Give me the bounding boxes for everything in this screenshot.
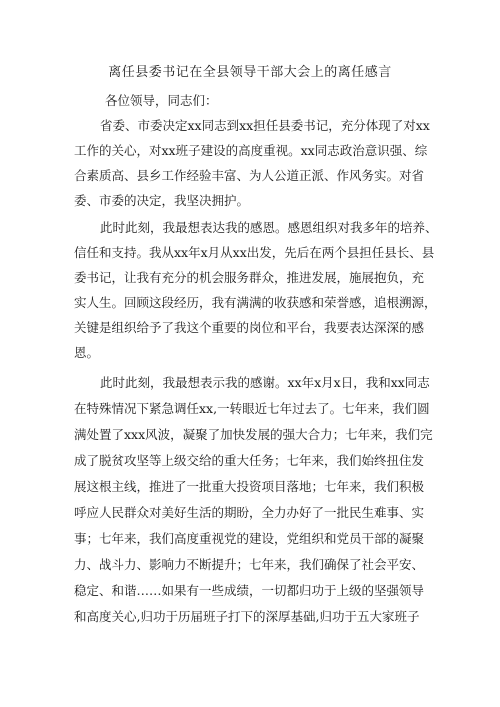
paragraph-1-line-4: 委、市委的决定，我坚决拥护。 bbox=[74, 193, 250, 208]
paragraph-2-line-6: 恩。 bbox=[74, 345, 100, 360]
paragraph-3-line-2: 在特殊情况下紧急调任xx,一转眼近七年过去了。七年来，我们圆 bbox=[74, 401, 430, 416]
paragraph-3-line-6: 呼应人民群众对美好生活的期盼，全力办好了一批民生难事、实 bbox=[74, 505, 425, 520]
paragraph-3-line-7: 事；七年来，我们高度重视党的建设，党组织和党员干部的凝聚 bbox=[74, 531, 425, 546]
paragraph-2-line-4: 实人生。回顾这段经历，我有满满的收获感和荣誉感，追根溯源， bbox=[74, 295, 437, 310]
paragraph-2-line-5: 关键是组织给予了我这个重要的岗位和平台，我要表达深深的感 bbox=[74, 320, 425, 335]
paragraph-3-line-10: 和高度关心,归功于历届班子打下的深厚基础,归功于五大家班子 bbox=[74, 609, 420, 624]
paragraph-3-line-5: 展这根主线，推进了一批重大投资项目落地；七年来，我们积极 bbox=[74, 479, 425, 494]
paragraph-2-line-2: 信任和支持。我从xx年x月从xx出发，先后在两个县担任县长、县 bbox=[74, 245, 435, 260]
paragraph-1-line-2: 工作的关心，对xx班子建设的高度重视。xx同志政治意识强、综 bbox=[74, 143, 428, 158]
paragraph-2-line-1: 此时此刻，我最想表达我的感恩。感恩组织对我多年的培养、 bbox=[100, 220, 438, 235]
paragraph-2-line-3: 委书记，让我有充分的机会服务群众，推进发展，施展抱负，充 bbox=[74, 270, 425, 285]
document-title: 离任县委书记在全县领导干部大会上的离任感言 bbox=[108, 65, 392, 80]
paragraph-1-line-1: 省委、市委决定xx同志到xx担任县委书记，充分体现了对xx bbox=[100, 118, 430, 133]
paragraph-3-line-1: 此时此刻，我最想表示我的感谢。xx年x月x日，我和xx同志 bbox=[100, 375, 430, 390]
paragraph-3-line-8: 力、战斗力、影响力不断提升；七年来，我们确保了社会平安、 bbox=[74, 557, 425, 572]
paragraph-1-line-3: 合素质高、县乡工作经验丰富、为人公道正派、作风务实。对省 bbox=[74, 168, 425, 183]
paragraph-3-line-3: 满处置了xxx风波，凝聚了加快发展的强大合力；七年来，我们完 bbox=[74, 427, 433, 442]
paragraph-3-line-4: 成了脱贫攻坚等上级交给的重大任务；七年来，我们始终扭住发 bbox=[74, 453, 425, 468]
salutation: 各位领导，同志们： bbox=[105, 93, 218, 108]
paragraph-3-line-9: 稳定、和谐……如果有一些成绩，一切都归功于上级的坚强领导 bbox=[74, 583, 425, 598]
